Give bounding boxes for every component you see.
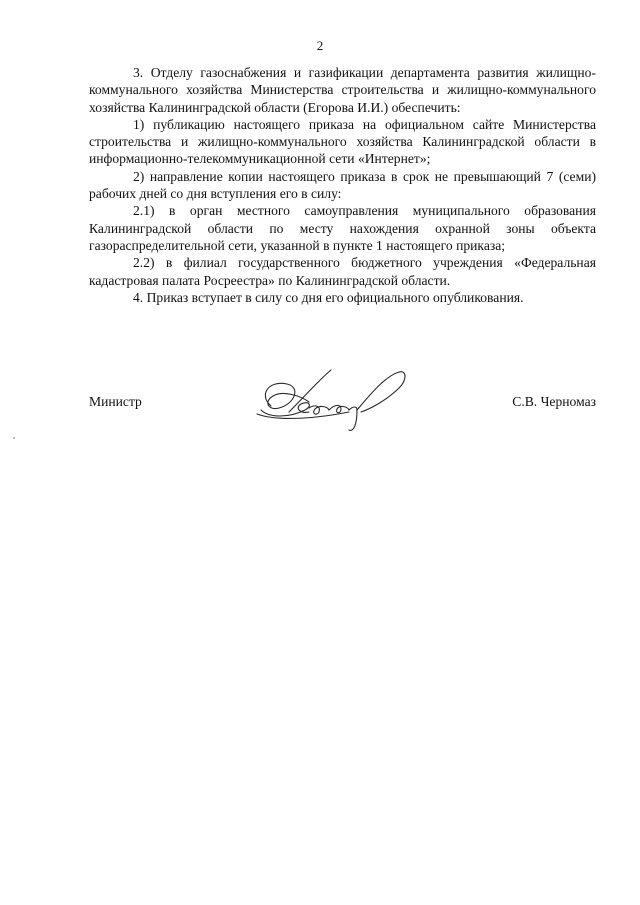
paragraph-4: 4. Приказ вступает в силу со дня его официального опубликования. [133, 289, 524, 305]
signer-name: С.В. Черномаз [512, 394, 596, 409]
page-number: 2 [316, 38, 324, 53]
document-body [89, 64, 596, 306]
paragraph-3-2: 2) направление копии настоящего приказа в срок не превышающий 7 (семи) рабочих дней со дня вступления его в силу: [89, 168, 596, 202]
scan-speck [13, 437, 15, 439]
signature-block [89, 386, 596, 426]
paragraph-3-2-2: 2.2) в филиал государственного бюджетного учреждения «Федеральная кадастровая палата Росреестра» по Калининградской области. [89, 255, 596, 288]
paragraph-3-2-1: 2.1) в орган местного самоуправления муниципального образования Калининградской области по месту нахождения охранной зоны объекта газораспределительной сети, указанной в пункте 1 настоящего приказа; [89, 203, 596, 253]
paragraph-3-1: 1) публикацию настоящего приказа на официальном сайте Министерства строительства и жилищно-коммунального хозяйства Калининградской области в информационно-телекоммуникационной сети «Интернет»; [89, 116, 596, 167]
handwritten-signature-icon [249, 366, 419, 436]
paragraph-3: 3. Отделу газоснабжения и газификации департамента развития жилищно-коммунального хозяйства Министерства строительства и жилищно-коммунального хозяйства Калининградской области (Егорова И.И.) обеспечить: [89, 65, 596, 115]
signer-position: Министр [89, 394, 142, 409]
